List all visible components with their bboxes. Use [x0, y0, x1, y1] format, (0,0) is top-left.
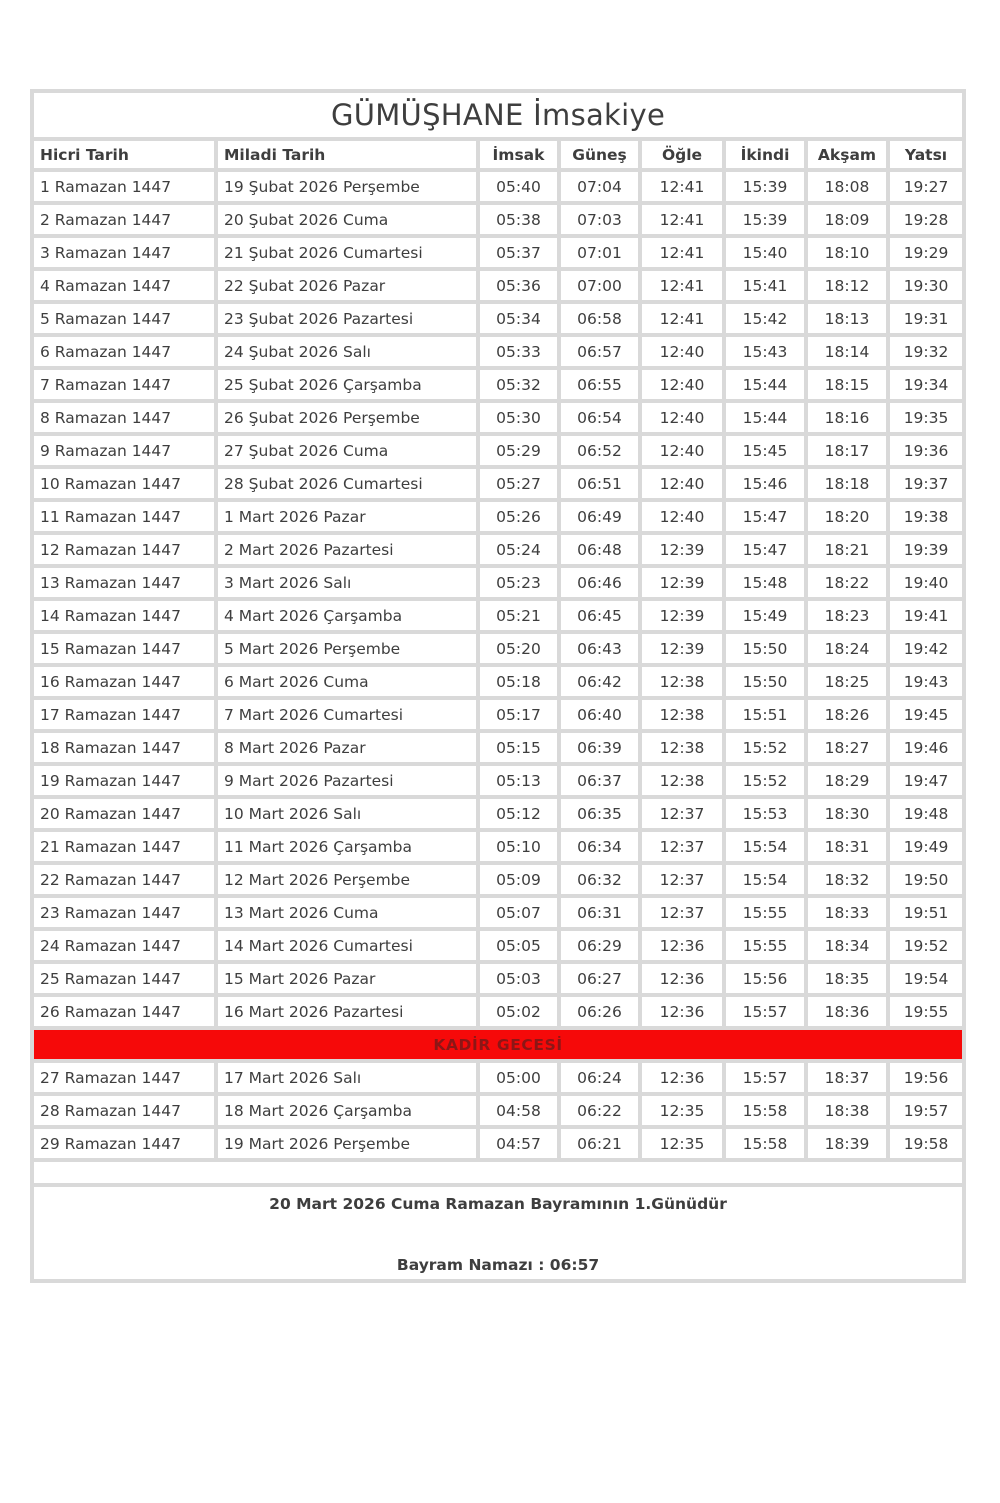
ikindi-time-cell: 15:47 [726, 535, 804, 564]
yatsi-time-cell: 19:32 [890, 337, 962, 366]
table-row [34, 304, 962, 333]
table-row [34, 799, 962, 828]
ikindi-time-cell: 15:53 [726, 799, 804, 828]
imsak-time-cell: 05:38 [480, 205, 557, 234]
ikindi-time-cell: 15:54 [726, 832, 804, 861]
hicri-date-cell: 16 Ramazan 1447 [34, 667, 214, 696]
gunes-time-cell: 07:04 [561, 172, 638, 201]
miladi-date-cell: 16 Mart 2026 Pazartesi [218, 997, 476, 1026]
gunes-time-cell: 06:39 [561, 733, 638, 762]
gunes-time-cell: 06:42 [561, 667, 638, 696]
miladi-date-cell: 13 Mart 2026 Cuma [218, 898, 476, 927]
aksam-time-cell: 18:29 [808, 766, 886, 795]
hicri-date-cell: 25 Ramazan 1447 [34, 964, 214, 993]
hicri-date-cell: 14 Ramazan 1447 [34, 601, 214, 630]
gunes-time-cell: 06:55 [561, 370, 638, 399]
hicri-date-cell: 26 Ramazan 1447 [34, 997, 214, 1026]
miladi-date-cell: 8 Mart 2026 Pazar [218, 733, 476, 762]
table-row [34, 898, 962, 927]
ogle-time-cell: 12:38 [642, 667, 722, 696]
yatsi-time-cell: 19:45 [890, 700, 962, 729]
miladi-date-cell: 2 Mart 2026 Pazartesi [218, 535, 476, 564]
aksam-time-cell: 18:30 [808, 799, 886, 828]
aksam-time-cell: 18:08 [808, 172, 886, 201]
miladi-date-cell: 7 Mart 2026 Cumartesi [218, 700, 476, 729]
kadir-gecesi-banner-row [34, 1030, 962, 1059]
table-row [34, 172, 962, 201]
gunes-time-cell: 06:58 [561, 304, 638, 333]
ikindi-time-cell: 15:57 [726, 997, 804, 1026]
miladi-date-cell: 15 Mart 2026 Pazar [218, 964, 476, 993]
ogle-time-cell: 12:41 [642, 271, 722, 300]
yatsi-time-cell: 19:27 [890, 172, 962, 201]
table-row [34, 337, 962, 366]
imsak-time-cell: 05:37 [480, 238, 557, 267]
miladi-date-cell: 26 Şubat 2026 Perşembe [218, 403, 476, 432]
table-row [34, 205, 962, 234]
ikindi-time-cell: 15:55 [726, 898, 804, 927]
gunes-time-cell: 06:29 [561, 931, 638, 960]
aksam-time-cell: 18:36 [808, 997, 886, 1026]
prayer-table-body [34, 172, 962, 1158]
table-row [34, 964, 962, 993]
column-header-ogle: Öğle [642, 141, 722, 168]
miladi-date-cell: 21 Şubat 2026 Cumartesi [218, 238, 476, 267]
aksam-time-cell: 18:25 [808, 667, 886, 696]
imsak-time-cell: 05:17 [480, 700, 557, 729]
table-row [34, 1096, 962, 1125]
yatsi-time-cell: 19:38 [890, 502, 962, 531]
ogle-time-cell: 12:39 [642, 568, 722, 597]
ikindi-time-cell: 15:46 [726, 469, 804, 498]
yatsi-time-cell: 19:28 [890, 205, 962, 234]
imsak-time-cell: 04:58 [480, 1096, 557, 1125]
yatsi-time-cell: 19:47 [890, 766, 962, 795]
kadir-gecesi-banner: KADİR GECESİ [34, 1030, 962, 1059]
ogle-time-cell: 12:37 [642, 832, 722, 861]
yatsi-time-cell: 19:51 [890, 898, 962, 927]
column-header-hicri-tarih: Hicri Tarih [34, 141, 214, 168]
ikindi-time-cell: 15:55 [726, 931, 804, 960]
yatsi-time-cell: 19:37 [890, 469, 962, 498]
ogle-time-cell: 12:41 [642, 238, 722, 267]
table-row [34, 535, 962, 564]
aksam-time-cell: 18:35 [808, 964, 886, 993]
miladi-date-cell: 11 Mart 2026 Çarşamba [218, 832, 476, 861]
aksam-time-cell: 18:34 [808, 931, 886, 960]
gunes-time-cell: 06:21 [561, 1129, 638, 1158]
hicri-date-cell: 29 Ramazan 1447 [34, 1129, 214, 1158]
imsak-time-cell: 05:30 [480, 403, 557, 432]
ogle-time-cell: 12:38 [642, 766, 722, 795]
miladi-date-cell: 3 Mart 2026 Salı [218, 568, 476, 597]
ikindi-time-cell: 15:54 [726, 865, 804, 894]
yatsi-time-cell: 19:36 [890, 436, 962, 465]
hicri-date-cell: 6 Ramazan 1447 [34, 337, 214, 366]
table-row [34, 601, 962, 630]
table-row [34, 997, 962, 1026]
ogle-time-cell: 12:40 [642, 502, 722, 531]
aksam-time-cell: 18:10 [808, 238, 886, 267]
ogle-time-cell: 12:39 [642, 535, 722, 564]
hicri-date-cell: 28 Ramazan 1447 [34, 1096, 214, 1125]
imsak-time-cell: 05:18 [480, 667, 557, 696]
yatsi-time-cell: 19:48 [890, 799, 962, 828]
hicri-date-cell: 21 Ramazan 1447 [34, 832, 214, 861]
hicri-date-cell: 11 Ramazan 1447 [34, 502, 214, 531]
ikindi-time-cell: 15:45 [726, 436, 804, 465]
ikindi-time-cell: 15:40 [726, 238, 804, 267]
aksam-time-cell: 18:16 [808, 403, 886, 432]
column-header-gunes: Güneş [561, 141, 638, 168]
aksam-time-cell: 18:14 [808, 337, 886, 366]
imsak-time-cell: 05:12 [480, 799, 557, 828]
hicri-date-cell: 1 Ramazan 1447 [34, 172, 214, 201]
ogle-time-cell: 12:35 [642, 1096, 722, 1125]
gunes-time-cell: 07:03 [561, 205, 638, 234]
gunes-time-cell: 06:22 [561, 1096, 638, 1125]
table-row [34, 469, 962, 498]
gunes-time-cell: 06:35 [561, 799, 638, 828]
aksam-time-cell: 18:15 [808, 370, 886, 399]
aksam-time-cell: 18:23 [808, 601, 886, 630]
aksam-time-cell: 18:20 [808, 502, 886, 531]
table-row [34, 238, 962, 267]
table-row [34, 1063, 962, 1092]
hicri-date-cell: 2 Ramazan 1447 [34, 205, 214, 234]
ikindi-time-cell: 15:42 [726, 304, 804, 333]
hicri-date-cell: 17 Ramazan 1447 [34, 700, 214, 729]
ogle-time-cell: 12:36 [642, 997, 722, 1026]
miladi-date-cell: 18 Mart 2026 Çarşamba [218, 1096, 476, 1125]
aksam-time-cell: 18:37 [808, 1063, 886, 1092]
ikindi-time-cell: 15:44 [726, 403, 804, 432]
gunes-time-cell: 06:40 [561, 700, 638, 729]
aksam-time-cell: 18:18 [808, 469, 886, 498]
hicri-date-cell: 23 Ramazan 1447 [34, 898, 214, 927]
ikindi-time-cell: 15:50 [726, 634, 804, 663]
spacer-row [34, 1162, 962, 1183]
gunes-time-cell: 06:52 [561, 436, 638, 465]
table-row [34, 403, 962, 432]
miladi-date-cell: 12 Mart 2026 Perşembe [218, 865, 476, 894]
gunes-time-cell: 06:43 [561, 634, 638, 663]
ogle-time-cell: 12:41 [642, 304, 722, 333]
ogle-time-cell: 12:37 [642, 898, 722, 927]
ogle-time-cell: 12:40 [642, 436, 722, 465]
footer-content [34, 1187, 962, 1279]
yatsi-time-cell: 19:39 [890, 535, 962, 564]
ikindi-time-cell: 15:52 [726, 766, 804, 795]
imsak-time-cell: 05:33 [480, 337, 557, 366]
aksam-time-cell: 18:39 [808, 1129, 886, 1158]
hicri-date-cell: 5 Ramazan 1447 [34, 304, 214, 333]
ogle-time-cell: 12:41 [642, 205, 722, 234]
ikindi-time-cell: 15:58 [726, 1129, 804, 1158]
table-row [34, 1129, 962, 1158]
miladi-date-cell: 27 Şubat 2026 Cuma [218, 436, 476, 465]
hicri-date-cell: 18 Ramazan 1447 [34, 733, 214, 762]
aksam-time-cell: 18:13 [808, 304, 886, 333]
gunes-time-cell: 06:31 [561, 898, 638, 927]
gunes-time-cell: 06:48 [561, 535, 638, 564]
yatsi-time-cell: 19:52 [890, 931, 962, 960]
gunes-time-cell: 06:49 [561, 502, 638, 531]
bayram-namazi-time: Bayram Namazı : 06:57 [396, 1256, 600, 1274]
hicri-date-cell: 13 Ramazan 1447 [34, 568, 214, 597]
ogle-time-cell: 12:36 [642, 964, 722, 993]
ogle-time-cell: 12:36 [642, 931, 722, 960]
page-title: GÜMÜŞHANE İmsakiye [34, 93, 962, 137]
miladi-date-cell: 1 Mart 2026 Pazar [218, 502, 476, 531]
ikindi-time-cell: 15:57 [726, 1063, 804, 1092]
ikindi-time-cell: 15:47 [726, 502, 804, 531]
aksam-time-cell: 18:21 [808, 535, 886, 564]
gunes-time-cell: 06:32 [561, 865, 638, 894]
imsak-time-cell: 05:21 [480, 601, 557, 630]
aksam-time-cell: 18:17 [808, 436, 886, 465]
column-header-yatsi: Yatsı [890, 141, 962, 168]
hicri-date-cell: 12 Ramazan 1447 [34, 535, 214, 564]
ikindi-time-cell: 15:52 [726, 733, 804, 762]
miladi-date-cell: 19 Şubat 2026 Perşembe [218, 172, 476, 201]
imsak-time-cell: 05:29 [480, 436, 557, 465]
imsak-time-cell: 05:32 [480, 370, 557, 399]
miladi-date-cell: 4 Mart 2026 Çarşamba [218, 601, 476, 630]
imsak-time-cell: 05:34 [480, 304, 557, 333]
yatsi-time-cell: 19:57 [890, 1096, 962, 1125]
ikindi-time-cell: 15:48 [726, 568, 804, 597]
table-row [34, 502, 962, 531]
aksam-time-cell: 18:26 [808, 700, 886, 729]
ogle-time-cell: 12:35 [642, 1129, 722, 1158]
spacer-cell [34, 1162, 962, 1183]
yatsi-time-cell: 19:31 [890, 304, 962, 333]
ikindi-time-cell: 15:50 [726, 667, 804, 696]
miladi-date-cell: 10 Mart 2026 Salı [218, 799, 476, 828]
yatsi-time-cell: 19:55 [890, 997, 962, 1026]
gunes-time-cell: 06:51 [561, 469, 638, 498]
table-row [34, 700, 962, 729]
column-header-row [34, 141, 962, 168]
gunes-time-cell: 06:34 [561, 832, 638, 861]
yatsi-time-cell: 19:54 [890, 964, 962, 993]
imsakiye-table [30, 89, 966, 1283]
table-row [34, 766, 962, 795]
ikindi-time-cell: 15:41 [726, 271, 804, 300]
table-row [34, 832, 962, 861]
yatsi-time-cell: 19:30 [890, 271, 962, 300]
ikindi-time-cell: 15:44 [726, 370, 804, 399]
ikindi-time-cell: 15:39 [726, 172, 804, 201]
yatsi-time-cell: 19:41 [890, 601, 962, 630]
imsak-time-cell: 05:10 [480, 832, 557, 861]
imsak-time-cell: 05:24 [480, 535, 557, 564]
gunes-time-cell: 06:24 [561, 1063, 638, 1092]
imsak-time-cell: 05:15 [480, 733, 557, 762]
gunes-time-cell: 07:01 [561, 238, 638, 267]
yatsi-time-cell: 19:46 [890, 733, 962, 762]
yatsi-time-cell: 19:42 [890, 634, 962, 663]
imsak-time-cell: 04:57 [480, 1129, 557, 1158]
column-header-miladi-tarih: Miladi Tarih [218, 141, 476, 168]
bayram-first-day-note: 20 Mart 2026 Cuma Ramazan Bayramının 1.Günüdür [269, 1195, 727, 1213]
imsak-time-cell: 05:40 [480, 172, 557, 201]
miladi-date-cell: 9 Mart 2026 Pazartesi [218, 766, 476, 795]
ikindi-time-cell: 15:43 [726, 337, 804, 366]
imsak-time-cell: 05:26 [480, 502, 557, 531]
miladi-date-cell: 17 Mart 2026 Salı [218, 1063, 476, 1092]
ogle-time-cell: 12:38 [642, 733, 722, 762]
ogle-time-cell: 12:41 [642, 172, 722, 201]
title-row [34, 93, 962, 137]
imsak-time-cell: 05:00 [480, 1063, 557, 1092]
hicri-date-cell: 10 Ramazan 1447 [34, 469, 214, 498]
miladi-date-cell: 14 Mart 2026 Cumartesi [218, 931, 476, 960]
table-row [34, 667, 962, 696]
imsak-time-cell: 05:07 [480, 898, 557, 927]
ogle-time-cell: 12:39 [642, 634, 722, 663]
table-row [34, 865, 962, 894]
ogle-time-cell: 12:40 [642, 403, 722, 432]
aksam-time-cell: 18:09 [808, 205, 886, 234]
yatsi-time-cell: 19:49 [890, 832, 962, 861]
hicri-date-cell: 7 Ramazan 1447 [34, 370, 214, 399]
imsak-time-cell: 05:36 [480, 271, 557, 300]
ogle-time-cell: 12:37 [642, 865, 722, 894]
hicri-date-cell: 8 Ramazan 1447 [34, 403, 214, 432]
aksam-time-cell: 18:12 [808, 271, 886, 300]
yatsi-time-cell: 19:56 [890, 1063, 962, 1092]
table-row [34, 568, 962, 597]
aksam-time-cell: 18:38 [808, 1096, 886, 1125]
gunes-time-cell: 06:27 [561, 964, 638, 993]
imsak-time-cell: 05:23 [480, 568, 557, 597]
miladi-date-cell: 23 Şubat 2026 Pazartesi [218, 304, 476, 333]
miladi-date-cell: 24 Şubat 2026 Salı [218, 337, 476, 366]
ogle-time-cell: 12:40 [642, 370, 722, 399]
ogle-time-cell: 12:36 [642, 1063, 722, 1092]
ikindi-time-cell: 15:39 [726, 205, 804, 234]
aksam-time-cell: 18:32 [808, 865, 886, 894]
table-row [34, 370, 962, 399]
hicri-date-cell: 19 Ramazan 1447 [34, 766, 214, 795]
yatsi-time-cell: 19:29 [890, 238, 962, 267]
imsak-time-cell: 05:20 [480, 634, 557, 663]
hicri-date-cell: 24 Ramazan 1447 [34, 931, 214, 960]
aksam-time-cell: 18:31 [808, 832, 886, 861]
footer-row [34, 1187, 962, 1279]
miladi-date-cell: 6 Mart 2026 Cuma [218, 667, 476, 696]
hicri-date-cell: 27 Ramazan 1447 [34, 1063, 214, 1092]
miladi-date-cell: 5 Mart 2026 Perşembe [218, 634, 476, 663]
miladi-date-cell: 28 Şubat 2026 Cumartesi [218, 469, 476, 498]
imsak-time-cell: 05:13 [480, 766, 557, 795]
column-header-ikindi: İkindi [726, 141, 804, 168]
imsak-time-cell: 05:02 [480, 997, 557, 1026]
gunes-time-cell: 06:26 [561, 997, 638, 1026]
hicri-date-cell: 4 Ramazan 1447 [34, 271, 214, 300]
ogle-time-cell: 12:39 [642, 601, 722, 630]
gunes-time-cell: 06:46 [561, 568, 638, 597]
aksam-time-cell: 18:33 [808, 898, 886, 927]
yatsi-time-cell: 19:50 [890, 865, 962, 894]
table-row [34, 733, 962, 762]
gunes-time-cell: 07:00 [561, 271, 638, 300]
yatsi-time-cell: 19:43 [890, 667, 962, 696]
hicri-date-cell: 20 Ramazan 1447 [34, 799, 214, 828]
ikindi-time-cell: 15:56 [726, 964, 804, 993]
aksam-time-cell: 18:22 [808, 568, 886, 597]
ogle-time-cell: 12:38 [642, 700, 722, 729]
miladi-date-cell: 22 Şubat 2026 Pazar [218, 271, 476, 300]
table-row [34, 271, 962, 300]
ikindi-time-cell: 15:51 [726, 700, 804, 729]
imsak-time-cell: 05:09 [480, 865, 557, 894]
aksam-time-cell: 18:27 [808, 733, 886, 762]
miladi-date-cell: 25 Şubat 2026 Çarşamba [218, 370, 476, 399]
table-row [34, 436, 962, 465]
yatsi-time-cell: 19:35 [890, 403, 962, 432]
imsak-time-cell: 05:27 [480, 469, 557, 498]
ogle-time-cell: 12:37 [642, 799, 722, 828]
table-row [34, 931, 962, 960]
hicri-date-cell: 9 Ramazan 1447 [34, 436, 214, 465]
ikindi-time-cell: 15:49 [726, 601, 804, 630]
imsak-time-cell: 05:05 [480, 931, 557, 960]
hicri-date-cell: 22 Ramazan 1447 [34, 865, 214, 894]
miladi-date-cell: 20 Şubat 2026 Cuma [218, 205, 476, 234]
miladi-date-cell: 19 Mart 2026 Perşembe [218, 1129, 476, 1158]
imsak-time-cell: 05:03 [480, 964, 557, 993]
table-row [34, 634, 962, 663]
ogle-time-cell: 12:40 [642, 469, 722, 498]
footer-cell [34, 1187, 962, 1279]
gunes-time-cell: 06:54 [561, 403, 638, 432]
yatsi-time-cell: 19:58 [890, 1129, 962, 1158]
column-header-aksam: Akşam [808, 141, 886, 168]
ogle-time-cell: 12:40 [642, 337, 722, 366]
yatsi-time-cell: 19:40 [890, 568, 962, 597]
hicri-date-cell: 3 Ramazan 1447 [34, 238, 214, 267]
ikindi-time-cell: 15:58 [726, 1096, 804, 1125]
gunes-time-cell: 06:57 [561, 337, 638, 366]
aksam-time-cell: 18:24 [808, 634, 886, 663]
column-header-imsak: İmsak [480, 141, 557, 168]
gunes-time-cell: 06:45 [561, 601, 638, 630]
yatsi-time-cell: 19:34 [890, 370, 962, 399]
hicri-date-cell: 15 Ramazan 1447 [34, 634, 214, 663]
gunes-time-cell: 06:37 [561, 766, 638, 795]
